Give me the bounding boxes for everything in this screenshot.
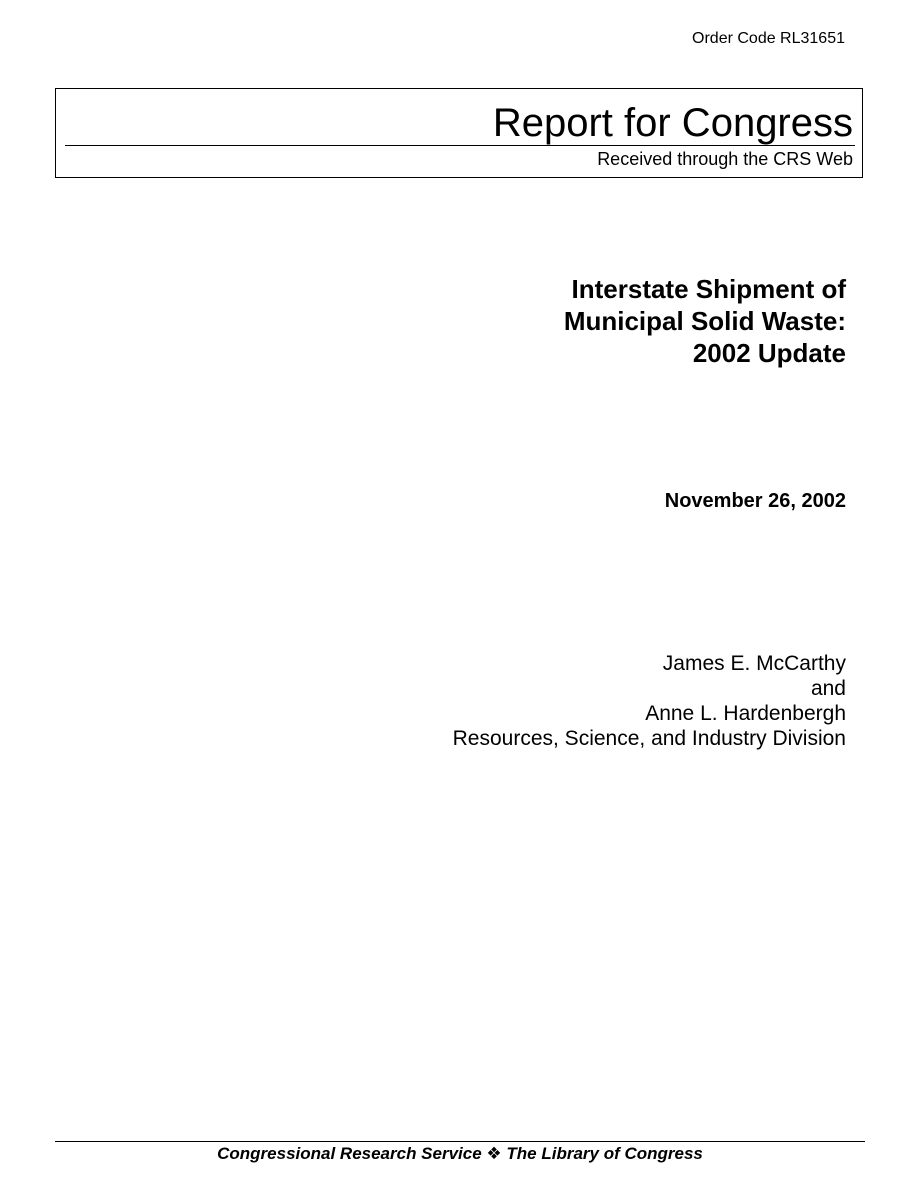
order-code: Order Code RL31651 [692, 30, 845, 47]
author-conjunction: and [810, 677, 846, 700]
report-header-box [55, 88, 863, 178]
author-division: Resources, Science, and Industry Division [452, 727, 846, 750]
report-title: Report for Congress [492, 101, 853, 145]
author-1: James E. McCarthy [662, 652, 846, 675]
title-line-3: 2002 Update [692, 338, 846, 368]
document-title [564, 273, 846, 369]
title-line-1: Interstate Shipment of [571, 274, 846, 304]
header-divider [65, 145, 855, 146]
diamond-separator-icon: ❖ [486, 1144, 502, 1163]
footer-line [0, 1143, 920, 1165]
footer-divider [55, 1141, 865, 1142]
footer-loc: The Library of Congress [506, 1144, 703, 1163]
title-line-2: Municipal Solid Waste: [563, 306, 846, 336]
author-block [453, 651, 846, 751]
document-date: November 26, 2002 [664, 490, 846, 512]
received-line: Received through the CRS Web [597, 149, 853, 169]
author-2: Anne L. Hardenbergh [645, 702, 846, 725]
footer-crs: Congressional Research Service [217, 1144, 482, 1163]
